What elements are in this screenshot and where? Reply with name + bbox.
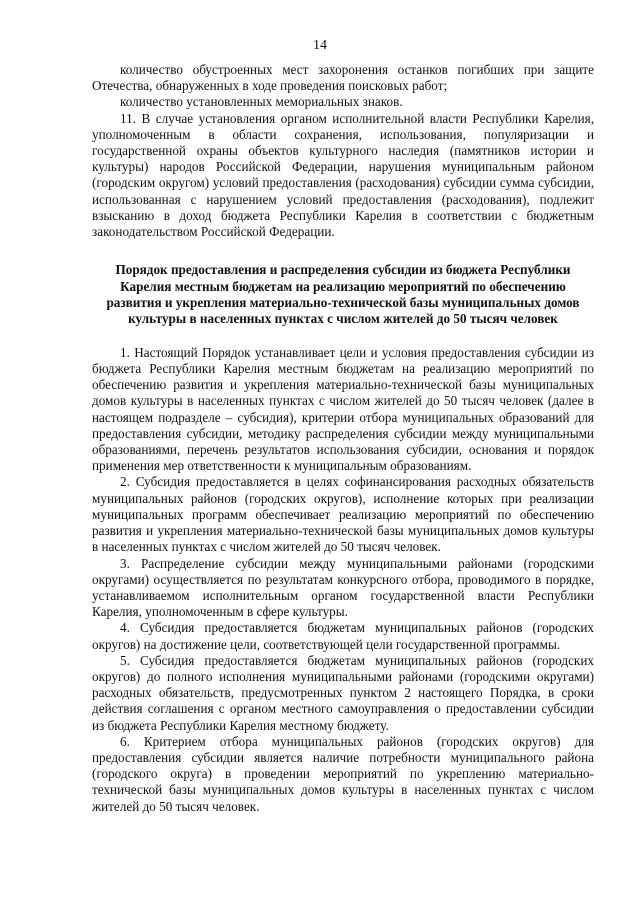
page-number: 14 xyxy=(313,38,327,53)
paragraph-clause-2: 2. Субсидия предоставляется в целях софинансирования расходных обязательств муниципальных районов (городских округов), исполнение которых при реализации муниципальных программ обеспечивает реализацию мероприятий по обеспечению развития и укрепления материально-технической базы муниципальных домов культуры в населенных пунктах с числом жителей до 50 тысяч человек. xyxy=(92,474,594,555)
document-body xyxy=(92,62,594,815)
paragraph-memorial-signs-count: количество установленных мемориальных знаков. xyxy=(120,94,403,110)
paragraph-clause-5: 5. Субсидия предоставляется бюджетам муниципальных районов (городских округов) до полного исполнения муниципальными районами (городскими округами) расходных обязательств, предусмотренных пунктом 2 настоящего Порядка, в сроки действия соглашения с органом местного самоуправления о предоставлении субсидии из бюджета Республики Карелия местному бюджету. xyxy=(92,652,594,733)
paragraph-clause-3: 3. Распределение субсидии между муниципальными районами (городскими округами) осуществляется по результатам конкурсного отбора, проводимого в порядке, устанавливаемом исполнительным органом государственной власти Республики Карелия, уполномоченным в сфере культуры. xyxy=(92,555,594,620)
paragraph-clause-4: 4. Субсидия предоставляется бюджетам муниципальных районов (городских округов) на достижение цели, соответствующей цели государственной программы. xyxy=(92,620,594,652)
paragraph-clause-11: 11. В случае установления органом исполнительной власти Республики Карелия, уполномоченным в области сохранения, использования, популяризации и государственной охраны объектов культурного наследия (памятников истории и культуры) народов Российской Федерации, нарушения муниципальным районом (городским округом) условий предоставления (расходования) субсидии сумма субсидии, использованная с нарушением условий предоставления (расходования), подлежит взысканию в доход бюджета Республики Карелия в соответствии с бюджетным законодательством Российской Федерации. xyxy=(92,110,594,240)
section-heading: Порядок предоставления и распределения субсидии из бюджета Республики Карелия местным бюджетам на реализацию мероприятий по обеспечению развития и укрепления материально-технической базы муниципальных домов культуры в населенных пунктах с числом жителей до 50 тысяч человек xyxy=(106,262,580,327)
paragraph-clause-6: 6. Критерием отбора муниципальных районов (городских округов) для предоставления субсидии является наличие потребности муниципального района (городского округа) в проведении мероприятий по укреплению материально-технической базы муниципальных домов культуры в населенных пунктах с числом жителей до 50 тысяч человек. xyxy=(92,733,594,814)
paragraph-clause-1: 1. Настоящий Порядок устанавливает цели и условия предоставления субсидии из бюджета Республики Карелия местным бюджетам на реализацию мероприятий по обеспечению развития и укрепления материально-технической базы муниципальных домов культуры в населенных пунктах с числом жителей до 50 тысяч человек (далее в настоящем подразделе – субсидия), критерии отбора муниципальных образований для предоставления субсидии, методику распределения субсидии между муниципальными образованиями, перечень результатов использования субсидии, основания и порядок применения мер ответственности к муниципальным образованиям. xyxy=(92,344,594,474)
paragraph-burial-sites-count: количество обустроенных мест захоронения останков погибших при защите Отечества, обнаруженных в ходе проведения поисковых работ; xyxy=(92,62,594,94)
